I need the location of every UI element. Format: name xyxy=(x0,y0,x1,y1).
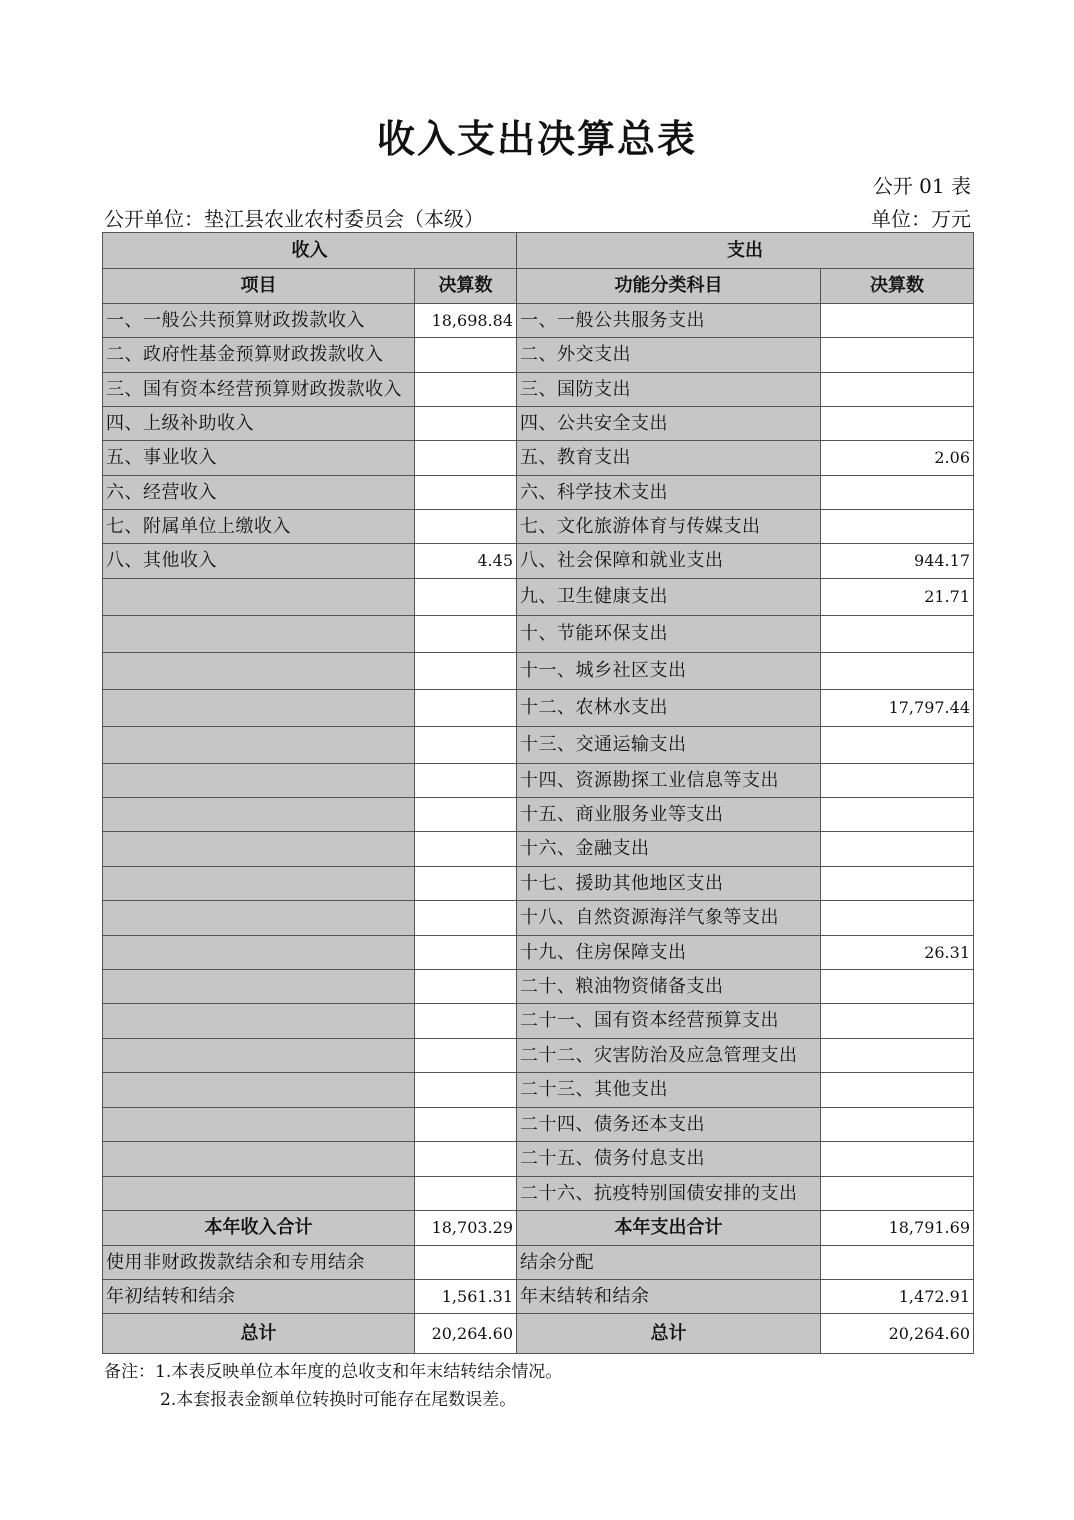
income-amount-cell xyxy=(415,798,517,832)
expense-item-cell: 十五、商业服务业等支出 xyxy=(517,798,821,832)
currency-unit: 单位：万元 xyxy=(871,207,971,231)
income-amount-cell xyxy=(415,1108,517,1142)
note-2: 2.本套报表金额单位转换时可能存在尾数误差。 xyxy=(160,1390,517,1410)
income-amount-cell xyxy=(415,690,517,727)
expense-item-cell: 十、节能环保支出 xyxy=(517,616,821,653)
expense-amount-cell xyxy=(821,1246,974,1280)
form-number: 公开 01 表 xyxy=(872,174,971,198)
notes xyxy=(104,1358,562,1414)
table-row xyxy=(103,1108,974,1142)
table-row xyxy=(103,798,974,832)
income-item-cell: 二、政府性基金预算财政拨款收入 xyxy=(103,338,415,373)
expense-amount-cell xyxy=(821,338,974,373)
expense-amount-cell: 944.17 xyxy=(821,544,974,579)
expense-amount-cell xyxy=(821,510,974,544)
income-amount-cell xyxy=(415,1039,517,1073)
table-row xyxy=(103,1142,974,1177)
expense-amount-cell xyxy=(821,407,974,441)
table-row xyxy=(103,727,974,764)
table-row xyxy=(103,1211,974,1246)
table-row xyxy=(103,304,974,338)
expense-item-cell: 十九、住房保障支出 xyxy=(517,936,821,970)
expense-amount-cell xyxy=(821,798,974,832)
income-item-cell xyxy=(103,1039,415,1073)
expense-item-cell: 十三、交通运输支出 xyxy=(517,727,821,764)
expense-amount-cell xyxy=(821,832,974,867)
table-row xyxy=(103,544,974,579)
expense-amount-cell: 1,472.91 xyxy=(821,1280,974,1314)
income-item-cell xyxy=(103,970,415,1004)
header-row-columns xyxy=(103,269,974,304)
income-header: 收入 xyxy=(103,233,517,269)
expense-amount-cell xyxy=(821,1142,974,1177)
income-amount-cell xyxy=(415,901,517,936)
table-row xyxy=(103,616,974,653)
income-item-cell: 四、上级补助收入 xyxy=(103,407,415,441)
expense-item-cell: 二十五、债务付息支出 xyxy=(517,1142,821,1177)
expense-amount-cell xyxy=(821,1108,974,1142)
expense-item-cell: 十一、城乡社区支出 xyxy=(517,653,821,690)
expense-amount-cell xyxy=(821,1073,974,1108)
expense-amount-cell xyxy=(821,616,974,653)
income-item-cell: 一、一般公共预算财政拨款收入 xyxy=(103,304,415,338)
income-item-cell xyxy=(103,1108,415,1142)
table-row xyxy=(103,510,974,544)
table-row xyxy=(103,1314,974,1354)
expense-amount-cell xyxy=(821,727,974,764)
note-1: 备注：1.本表反映单位本年度的总收支和年末结转结余情况。 xyxy=(104,1362,563,1382)
expense-amount-cell: 26.31 xyxy=(821,936,974,970)
expense-item-cell: 二十一、国有资本经营预算支出 xyxy=(517,1004,821,1039)
page-title: 收入支出决算总表 xyxy=(376,117,697,161)
expense-item-cell: 四、公共安全支出 xyxy=(517,407,821,441)
expense-amount-cell xyxy=(821,901,974,936)
expense-item-cell: 二、外交支出 xyxy=(517,338,821,373)
income-amount-cell: 1,561.31 xyxy=(415,1280,517,1314)
income-amount-cell xyxy=(415,373,517,407)
table-row xyxy=(103,579,974,616)
expense-item-cell: 年末结转和结余 xyxy=(517,1280,821,1314)
table-row xyxy=(103,764,974,798)
expense-item-cell: 结余分配 xyxy=(517,1246,821,1280)
expense-amount-cell xyxy=(821,1177,974,1211)
expense-item-cell: 十四、资源勘探工业信息等支出 xyxy=(517,764,821,798)
income-amount-cell: 20,264.60 xyxy=(415,1314,517,1354)
income-item-cell xyxy=(103,579,415,616)
expense-amount-cell: 21.71 xyxy=(821,579,974,616)
income-amount-cell xyxy=(415,1073,517,1108)
income-item-cell: 五、事业收入 xyxy=(103,441,415,476)
income-amount-cell xyxy=(415,510,517,544)
income-amount-cell: 4.45 xyxy=(415,544,517,579)
income-amount-cell: 18,703.29 xyxy=(415,1211,517,1246)
income-amount-cell xyxy=(415,867,517,901)
table-row xyxy=(103,1177,974,1211)
expense-item-cell: 三、国防支出 xyxy=(517,373,821,407)
expense-item-cell: 十七、援助其他地区支出 xyxy=(517,867,821,901)
income-amount-cell xyxy=(415,832,517,867)
expense-amount-cell: 2.06 xyxy=(821,441,974,476)
income-amount-cell xyxy=(415,970,517,1004)
expense-item-cell: 十八、自然资源海洋气象等支出 xyxy=(517,901,821,936)
income-item-cell xyxy=(103,901,415,936)
table-row xyxy=(103,338,974,373)
table-row xyxy=(103,1280,974,1314)
income-item-cell xyxy=(103,690,415,727)
income-item-cell xyxy=(103,616,415,653)
amount2-header: 决算数 xyxy=(821,269,974,304)
income-amount-cell xyxy=(415,1142,517,1177)
income-expense-table xyxy=(102,232,974,1354)
income-item-cell: 八、其他收入 xyxy=(103,544,415,579)
income-item-cell: 总计 xyxy=(103,1314,415,1354)
expense-item-cell: 十二、农林水支出 xyxy=(517,690,821,727)
func-subject-header: 功能分类科目 xyxy=(517,269,821,304)
table-row xyxy=(103,653,974,690)
table-row xyxy=(103,407,974,441)
expense-item-cell: 二十四、债务还本支出 xyxy=(517,1108,821,1142)
income-item-cell xyxy=(103,936,415,970)
table-row xyxy=(103,832,974,867)
expense-amount-cell: 18,791.69 xyxy=(821,1211,974,1246)
amount-header: 决算数 xyxy=(415,269,517,304)
income-amount-cell xyxy=(415,936,517,970)
income-amount-cell xyxy=(415,1246,517,1280)
expense-item-cell: 六、科学技术支出 xyxy=(517,476,821,510)
expense-amount-cell xyxy=(821,373,974,407)
item-header: 项目 xyxy=(103,269,415,304)
expense-item-cell: 本年支出合计 xyxy=(517,1211,821,1246)
expense-item-cell: 五、教育支出 xyxy=(517,441,821,476)
expense-amount-cell xyxy=(821,476,974,510)
income-amount-cell xyxy=(415,727,517,764)
income-amount-cell xyxy=(415,764,517,798)
income-amount-cell xyxy=(415,338,517,373)
income-item-cell xyxy=(103,727,415,764)
expense-item-cell: 十六、金融支出 xyxy=(517,832,821,867)
table-row xyxy=(103,441,974,476)
expense-amount-cell xyxy=(821,1004,974,1039)
income-item-cell xyxy=(103,867,415,901)
income-item-cell xyxy=(103,1142,415,1177)
income-amount-cell xyxy=(415,653,517,690)
expense-amount-cell xyxy=(821,1039,974,1073)
expense-amount-cell xyxy=(821,304,974,338)
header-row-group xyxy=(103,233,974,269)
table-row xyxy=(103,1004,974,1039)
expense-amount-cell xyxy=(821,653,974,690)
expense-item-cell: 九、卫生健康支出 xyxy=(517,579,821,616)
expense-item-cell: 二十二、灾害防治及应急管理支出 xyxy=(517,1039,821,1073)
expense-item-cell: 二十三、其他支出 xyxy=(517,1073,821,1108)
table-row xyxy=(103,901,974,936)
income-amount-cell xyxy=(415,441,517,476)
income-item-cell xyxy=(103,832,415,867)
income-amount-cell xyxy=(415,616,517,653)
table-row xyxy=(103,476,974,510)
expense-amount-cell xyxy=(821,867,974,901)
income-item-cell xyxy=(103,764,415,798)
expense-amount-cell: 20,264.60 xyxy=(821,1314,974,1354)
income-amount-cell xyxy=(415,407,517,441)
table-row xyxy=(103,867,974,901)
table-row xyxy=(103,690,974,727)
expense-item-cell: 总计 xyxy=(517,1314,821,1354)
expense-amount-cell xyxy=(821,970,974,1004)
expense-item-cell: 八、社会保障和就业支出 xyxy=(517,544,821,579)
income-item-cell: 六、经营收入 xyxy=(103,476,415,510)
expense-item-cell: 二十、粮油物资储备支出 xyxy=(517,970,821,1004)
table-row xyxy=(103,1039,974,1073)
reporting-unit: 公开单位：垫江县农业农村委员会（本级） xyxy=(104,207,484,231)
expense-item-cell: 七、文化旅游体育与传媒支出 xyxy=(517,510,821,544)
income-amount-cell xyxy=(415,579,517,616)
expense-item-cell: 二十六、抗疫特别国债安排的支出 xyxy=(517,1177,821,1211)
income-item-cell xyxy=(103,798,415,832)
income-item-cell xyxy=(103,1004,415,1039)
income-item-cell: 使用非财政拨款结余和专用结余 xyxy=(103,1246,415,1280)
income-amount-cell xyxy=(415,1004,517,1039)
income-item-cell: 三、国有资本经营预算财政拨款收入 xyxy=(103,373,415,407)
table-row xyxy=(103,936,974,970)
expense-amount-cell xyxy=(821,764,974,798)
expense-header: 支出 xyxy=(517,233,974,269)
income-amount-cell: 18,698.84 xyxy=(415,304,517,338)
table-row xyxy=(103,1246,974,1280)
income-item-cell: 年初结转和结余 xyxy=(103,1280,415,1314)
income-item-cell: 本年收入合计 xyxy=(103,1211,415,1246)
income-amount-cell xyxy=(415,476,517,510)
income-item-cell xyxy=(103,1177,415,1211)
expense-item-cell: 一、一般公共服务支出 xyxy=(517,304,821,338)
income-item-cell xyxy=(103,653,415,690)
table-row xyxy=(103,1073,974,1108)
expense-amount-cell: 17,797.44 xyxy=(821,690,974,727)
income-item-cell: 七、附属单位上缴收入 xyxy=(103,510,415,544)
income-amount-cell xyxy=(415,1177,517,1211)
table-row xyxy=(103,970,974,1004)
income-item-cell xyxy=(103,1073,415,1108)
table-row xyxy=(103,373,974,407)
